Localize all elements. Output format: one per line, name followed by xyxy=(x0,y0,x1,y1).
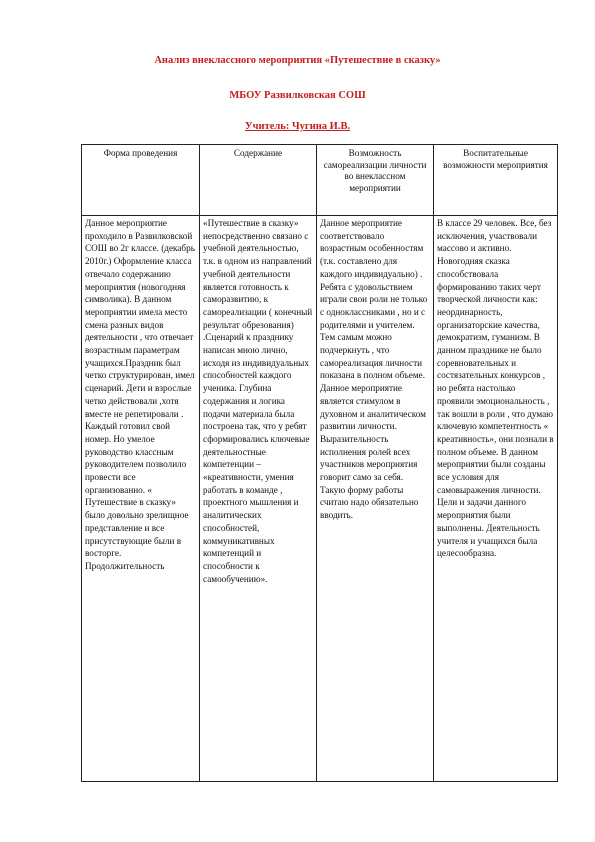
cell-educational: В классе 29 человек. Все, без исключения, участвовали массово и активно. Новогодняя сказка способствовала формированию таких черт творческой личности как: неординарность, организаторские качества, демократизм, гуманизм. В данном празднике не было соревновательных и состязательных конкурсов , но ребята настолько проявили эмоциональность , так вошли в роли , что думаю ключевую компетентность « креативность», они познали в полном объеме. В данном мероприятии были созданы все условия для самовыражения личности. Цели и задачи данного мероприятия были выполнены. Деятельность учителя и учащихся была целесообразна. xyxy=(434,216,558,782)
table-header-row xyxy=(82,145,558,216)
school-name: МБОУ Развилковская СОШ xyxy=(229,90,366,101)
table-row xyxy=(82,216,558,782)
analysis-table xyxy=(81,144,558,782)
cell-form: Данное мероприятие проходило в Развилковской СОШ во 2г классе. (декабрь 2010г.) Оформление класса отвечало содержанию мероприятия (новогодняя символика). В данном мероприятии имела место смена разных видов деятельности , что отвечает возрастным параметрам учащихся.Праздник был четко структурирован, имел сценарий. Дети и взрослые четко действовали ,хотя вместе не репетировали . Каждый готовил свой номер. Но умелое руководство классным руководителем позволило провести все организованно. « Путешествие в сказку» было довольно зрелищное представление и все присутствующие были в восторге. Продолжительность xyxy=(82,216,200,782)
document-title: Анализ внеклассного мероприятия «Путешествие в сказку» xyxy=(154,55,441,66)
column-header-content: Содержание xyxy=(200,145,317,216)
column-header-self-realization: Возможность самореализации личности во внеклассном мероприятии xyxy=(317,145,434,216)
column-header-educational: Воспитательные возможности мероприятия xyxy=(434,145,558,216)
column-header-form: Форма проведения xyxy=(82,145,200,216)
teacher-name: Учитель: Чугина И.В. xyxy=(244,121,351,132)
cell-content: «Путешествие в сказку» непосредственно связано с учебной деятельностью, т.к. в одном из направлений учебной деятельности является готовность к саморазвитию, к самореализации ( конечный результат обрезования) .Сценарий к празднику написан мною лично, исходя из индивидуальных способностей каждого ученика. Глубина содержания и логика подачи материала была построена так, что у ребят сформировались ключевые деятельностные компетенции – «креативности, умения работать в команде , проектного мышления и аналитических способностей, коммуникативных компетенций и способности к самообучению». xyxy=(200,216,317,782)
cell-self-realization: Данное мероприятие соответствовало возрастным особенностям (т.к. составлено для каждого индивидуально) . Ребята с удовольствием играли свои роли не только с одноклассниками , но и с родителями и учителем. Тем самым можно подчеркнуть , что самореализация личности показана в полном объеме. Данное мероприятие является стимулом в духовном и аналитическом развитии личности. Выразительность исполнения ролей всех участников мероприятия говорит само за себя. Такую форму работы считаю надо обязательно вводить. xyxy=(317,216,434,782)
